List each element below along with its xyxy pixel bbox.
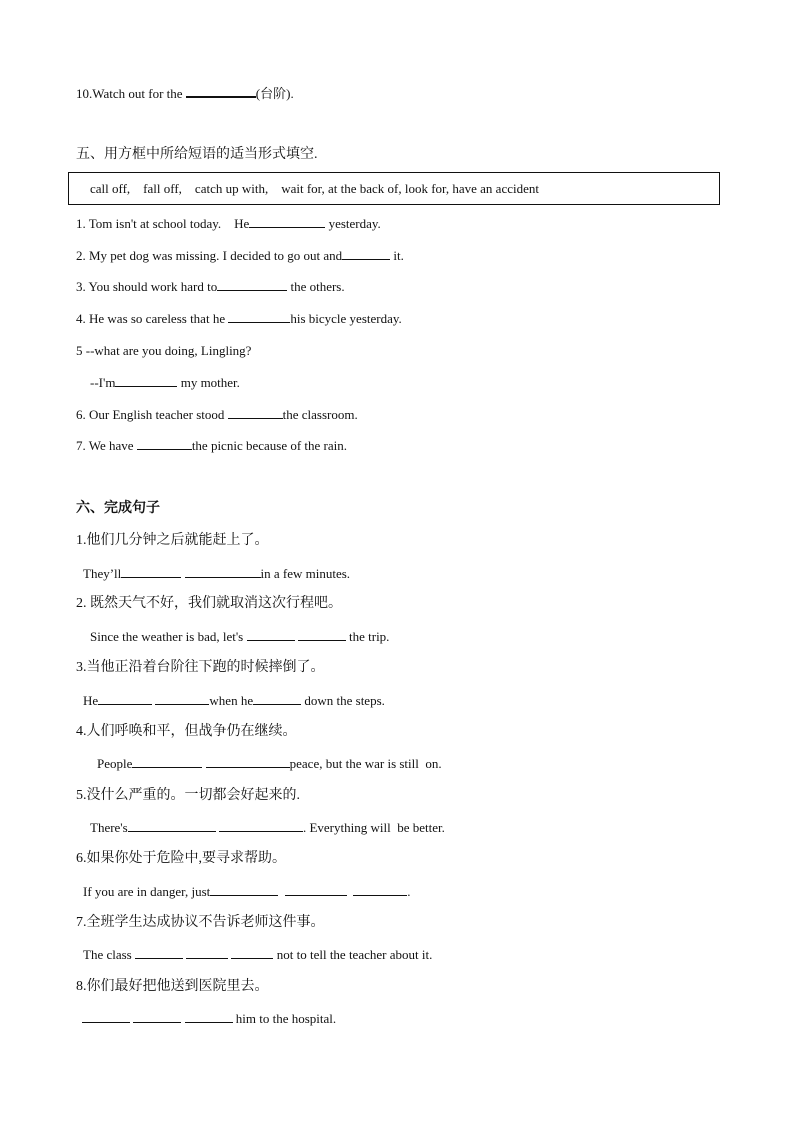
answer-blank[interactable]: [98, 693, 152, 705]
sentence-5-chinese: 5.没什么严重的。一切都会好起来的.: [76, 788, 300, 803]
item-10: 10.Watch out for the (台阶).: [76, 86, 294, 101]
phrase-box: [68, 172, 720, 205]
sentence-7-english: The class not to tell the teacher about it.: [83, 947, 433, 962]
question-4: 4. He was so careless that he his bicycle yesterday.: [76, 311, 402, 326]
answer-blank[interactable]: [121, 566, 181, 578]
answer-blank[interactable]: [133, 1011, 181, 1023]
question-7: 7. We have the picnic because of the rain.: [76, 438, 348, 453]
question-5: 5 --what are you doing, Lingling?: [76, 343, 252, 358]
answer-blank[interactable]: [206, 756, 290, 768]
sentence-1-english: They’ll in a few minutes.: [83, 566, 351, 581]
answer-blank[interactable]: [185, 1011, 233, 1023]
sentence-8-english: him to the hospital.: [82, 1011, 336, 1027]
section-6-heading: 六、完成句子: [76, 501, 160, 516]
question-5-answer: --I'm my mother.: [90, 375, 240, 390]
answer-blank[interactable]: [186, 947, 228, 959]
answer-blank[interactable]: [155, 693, 209, 705]
answer-blank[interactable]: [253, 693, 301, 705]
question-3: 3. You should work hard to the others.: [76, 279, 345, 294]
answer-blank[interactable]: [210, 884, 278, 896]
sentence-5-english: There's . Everything will be better.: [90, 820, 445, 835]
answer-blank[interactable]: [185, 566, 261, 578]
answer-blank[interactable]: [137, 438, 192, 450]
answer-blank[interactable]: [115, 375, 177, 387]
sentence-8-chinese: 8.你们最好把他送到医院里去。: [76, 979, 269, 994]
answer-blank[interactable]: [231, 947, 273, 959]
answer-blank[interactable]: [285, 884, 347, 896]
sentence-3-chinese: 3.当他正沿着台阶往下跑的时候摔倒了。: [76, 660, 325, 675]
answer-blank[interactable]: [132, 756, 202, 768]
answer-blank[interactable]: [219, 820, 303, 832]
answer-blank[interactable]: [128, 820, 216, 832]
answer-blank[interactable]: [298, 629, 346, 641]
answer-blank[interactable]: [228, 407, 283, 419]
answer-blank[interactable]: [247, 629, 295, 641]
sentence-1-chinese: 1.他们几分钟之后就能赶上了。: [76, 533, 269, 548]
answer-blank[interactable]: [353, 884, 407, 896]
answer-blank[interactable]: [82, 1011, 130, 1023]
phrase-list: call off, fall off, catch up with, wait for, at the back of, look for, have an accident: [90, 181, 539, 196]
sentence-4-english: People peace, but the war is still on.: [97, 756, 442, 771]
answer-blank[interactable]: [249, 216, 325, 228]
answer-blank[interactable]: [217, 279, 287, 291]
question-1: 1. Tom isn't at school today. He yesterday.: [76, 216, 381, 231]
answer-blank[interactable]: [186, 85, 256, 98]
sentence-7-chinese: 7.全班学生达成协议不告诉老师这件事。: [76, 915, 325, 930]
answer-blank[interactable]: [342, 248, 390, 260]
answer-blank[interactable]: [228, 311, 290, 323]
sentence-6-english: If you are in danger, just .: [83, 884, 411, 899]
sentence-4-chinese: 4.人们呼唤和平，但战争仍在继续。: [76, 724, 297, 739]
section-5-heading: 五、用方框中所给短语的适当形式填空.: [76, 147, 318, 162]
question-2: 2. My pet dog was missing. I decided to go out and it.: [76, 248, 404, 263]
sentence-6-chinese: 6.如果你处于危险中,要寻求帮助。: [76, 851, 286, 866]
sentence-2-chinese: 2. 既然天气不好，我们就取消这次行程吧。: [76, 596, 342, 611]
sentence-3-english: He when he down the steps.: [83, 693, 385, 708]
answer-blank[interactable]: [135, 947, 183, 959]
sentence-2-english: Since the weather is bad, let's the trip.: [90, 629, 390, 644]
question-6: 6. Our English teacher stood the classroom.: [76, 407, 358, 422]
